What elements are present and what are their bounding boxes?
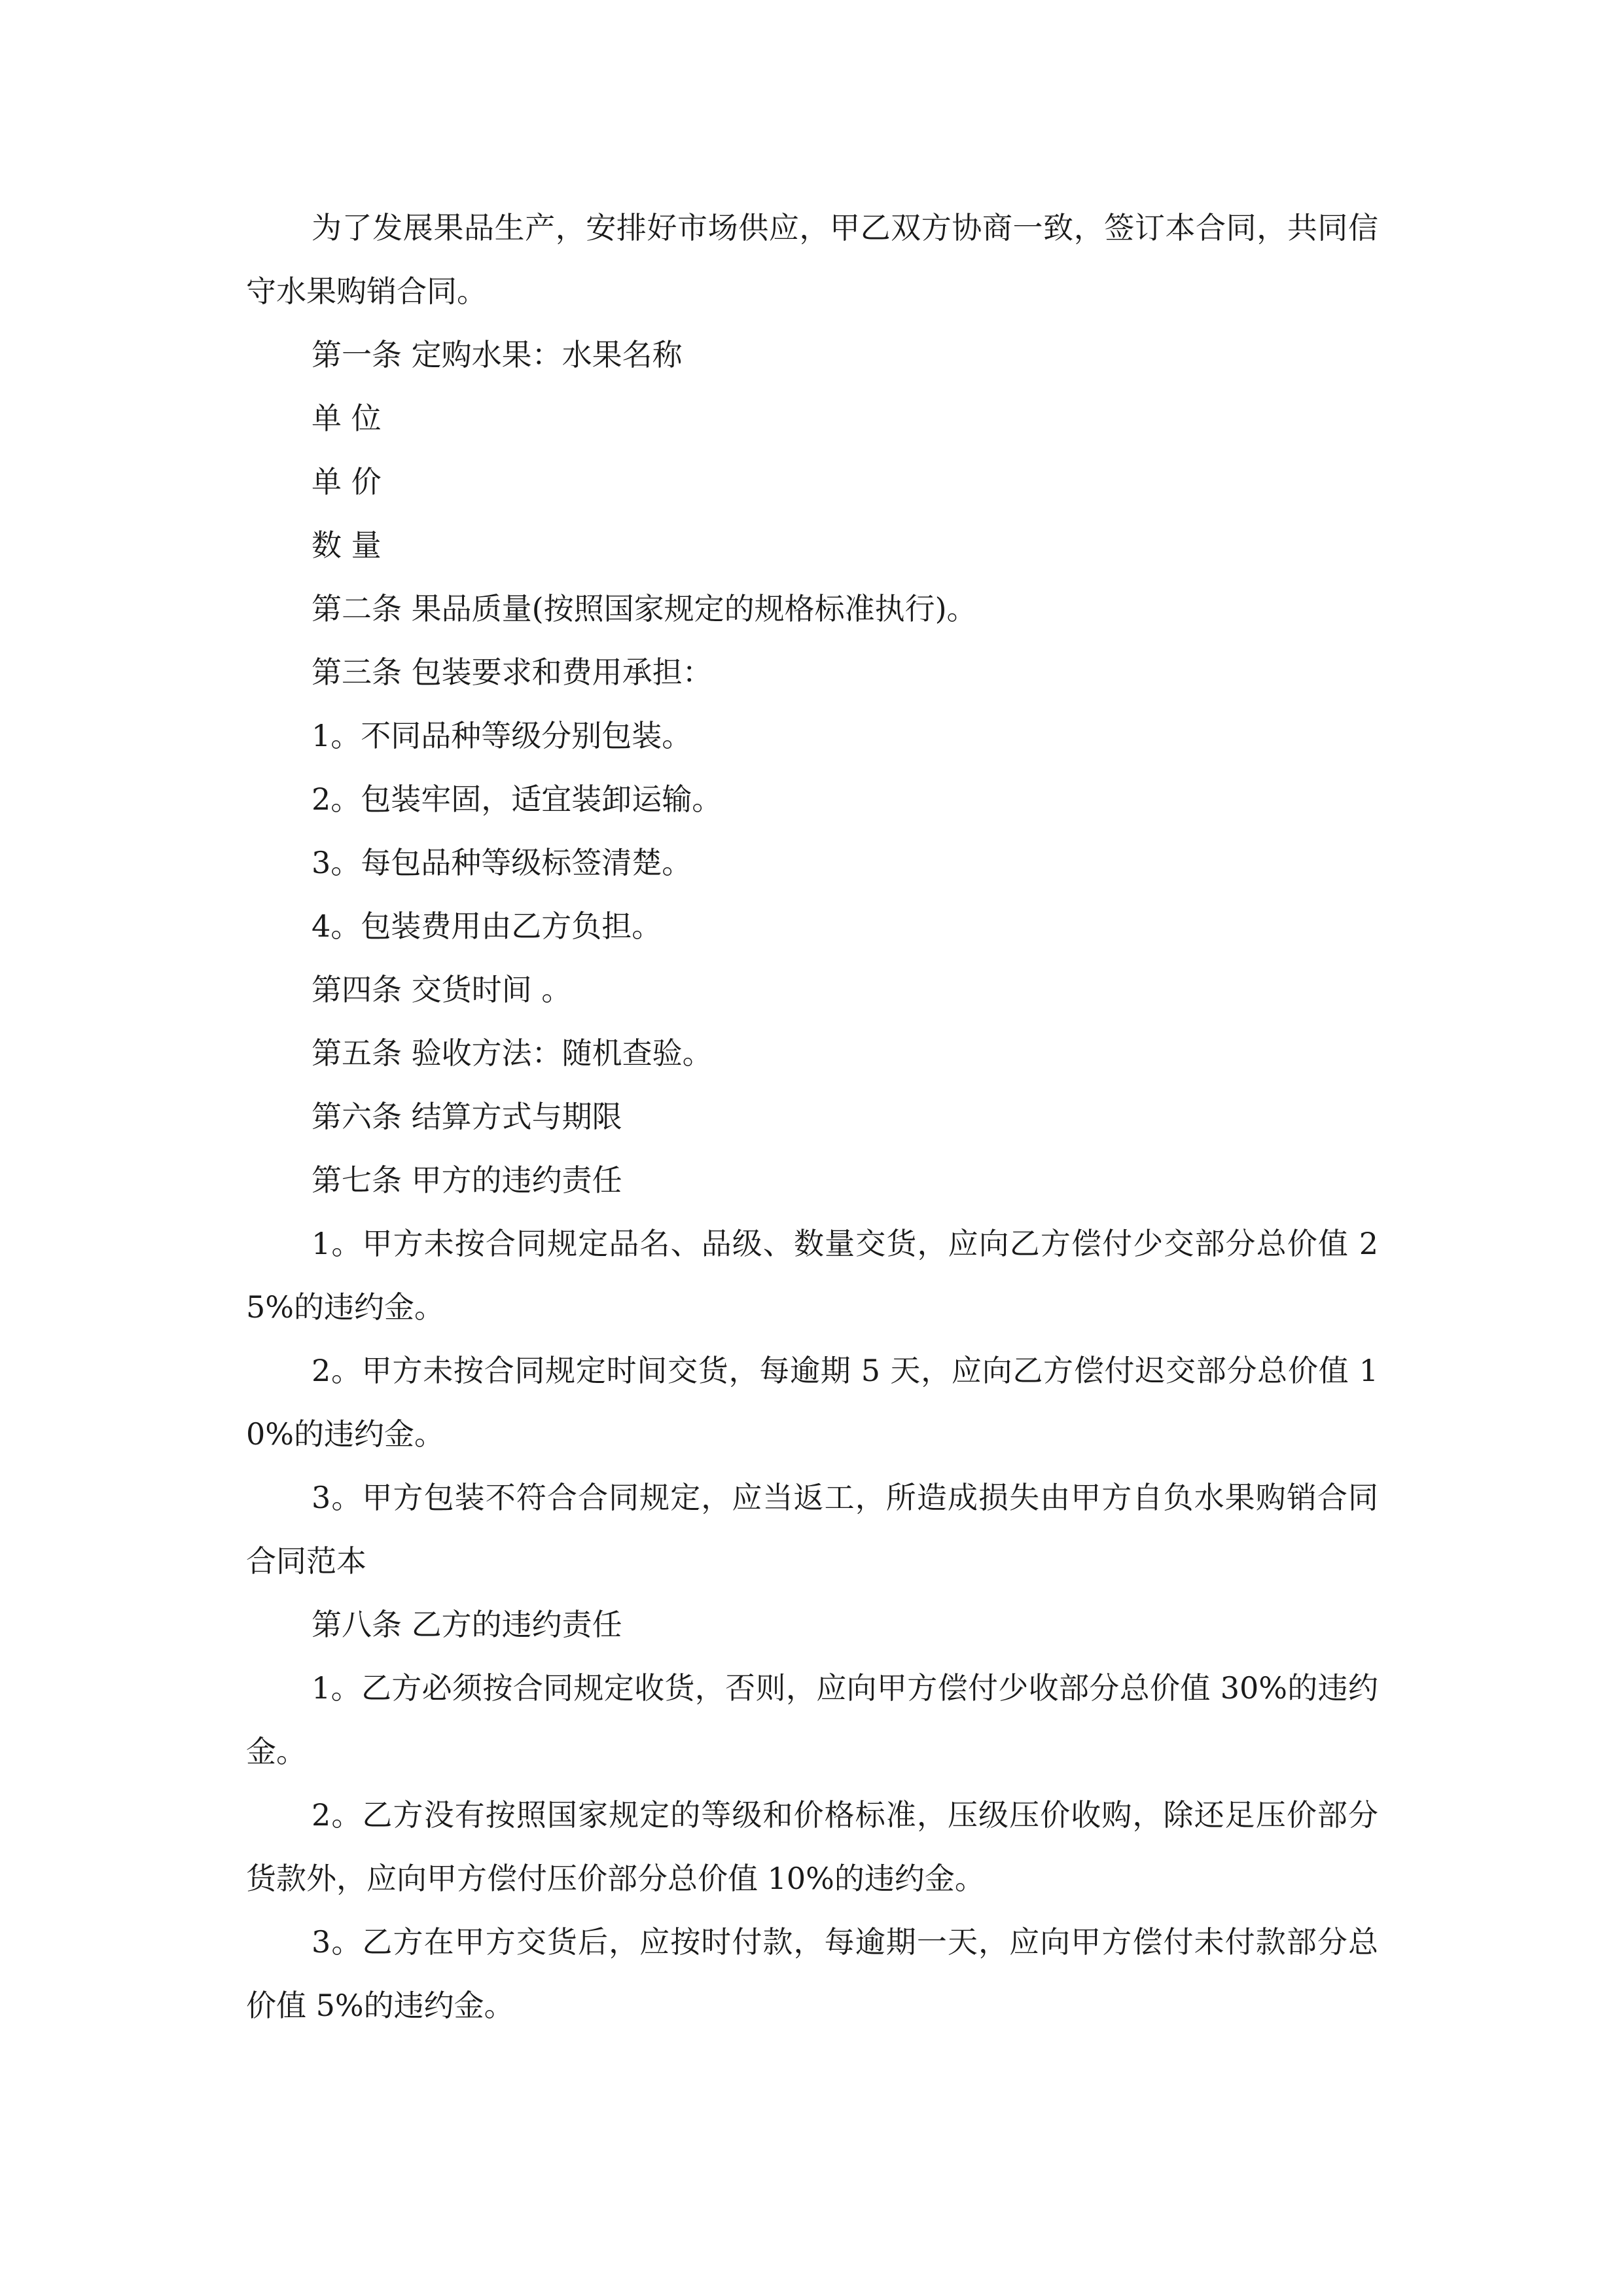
intro-paragraph: 为了发展果品生产，安排好市场供应，甲乙双方协商一致，签订本合同，共同信守水果购销合同。 [246, 210, 1378, 309]
field-unit: 单 位 [312, 401, 382, 436]
article-8-item-1: 1。乙方必须按合同规定收货，否则，应向甲方偿付少收部分总价值 30%的违约金。 [246, 1670, 1378, 1769]
article-7-item-2: 2。甲方未按合同规定时间交货，每逾期 5 天，应向乙方偿付迟交部分总价值 10%的违约金。 [246, 1353, 1378, 1452]
article-2-heading: 第二条 果品质量(按照国家规定的规格标准执行)。 [312, 591, 977, 626]
article-3-item-4: 4。包装费用由乙方负担。 [312, 908, 662, 944]
article-7-item-1: 1。甲方未按合同规定品名、品级、数量交货，应向乙方偿付少交部分总价值 25%的违约金。 [246, 1226, 1378, 1325]
article-8-heading: 第八条 乙方的违约责任 [312, 1607, 622, 1642]
article-5-heading: 第五条 验收方法：随机查验。 [312, 1035, 713, 1071]
article-1-heading: 第一条 定购水果：水果名称 [312, 337, 683, 372]
article-8-item-2: 2。乙方没有按照国家规定的等级和价格标准，压级压价收购，除还足压价部分货款外，应向甲方偿付压价部分总价值 10%的违约金。 [246, 1797, 1378, 1896]
field-unit-price: 单 价 [312, 464, 382, 499]
contract-body [246, 196, 1378, 2037]
article-8-item-3: 3。乙方在甲方交货后，应按时付款，每逾期一天，应向甲方偿付未付款部分总价值 5%的违约金。 [246, 1924, 1378, 2023]
article-7-heading: 第七条 甲方的违约责任 [312, 1162, 622, 1198]
article-3-heading: 第三条 包装要求和费用承担： [312, 655, 713, 690]
article-3-item-3: 3。每包品种等级标签清楚。 [312, 845, 692, 880]
article-7-item-3: 3。甲方包装不符合合同规定，应当返工，所造成损失由甲方自负水果购销合同合同范本 [246, 1480, 1378, 1579]
article-3-item-2: 2。包装牢固，适宜装卸运输。 [312, 781, 722, 817]
article-6-heading: 第六条 结算方式与期限 [312, 1099, 622, 1134]
field-quantity: 数 量 [312, 528, 382, 563]
article-4-heading: 第四条 交货时间 。 [312, 972, 572, 1007]
article-3-item-1: 1。不同品种等级分别包装。 [312, 718, 692, 753]
